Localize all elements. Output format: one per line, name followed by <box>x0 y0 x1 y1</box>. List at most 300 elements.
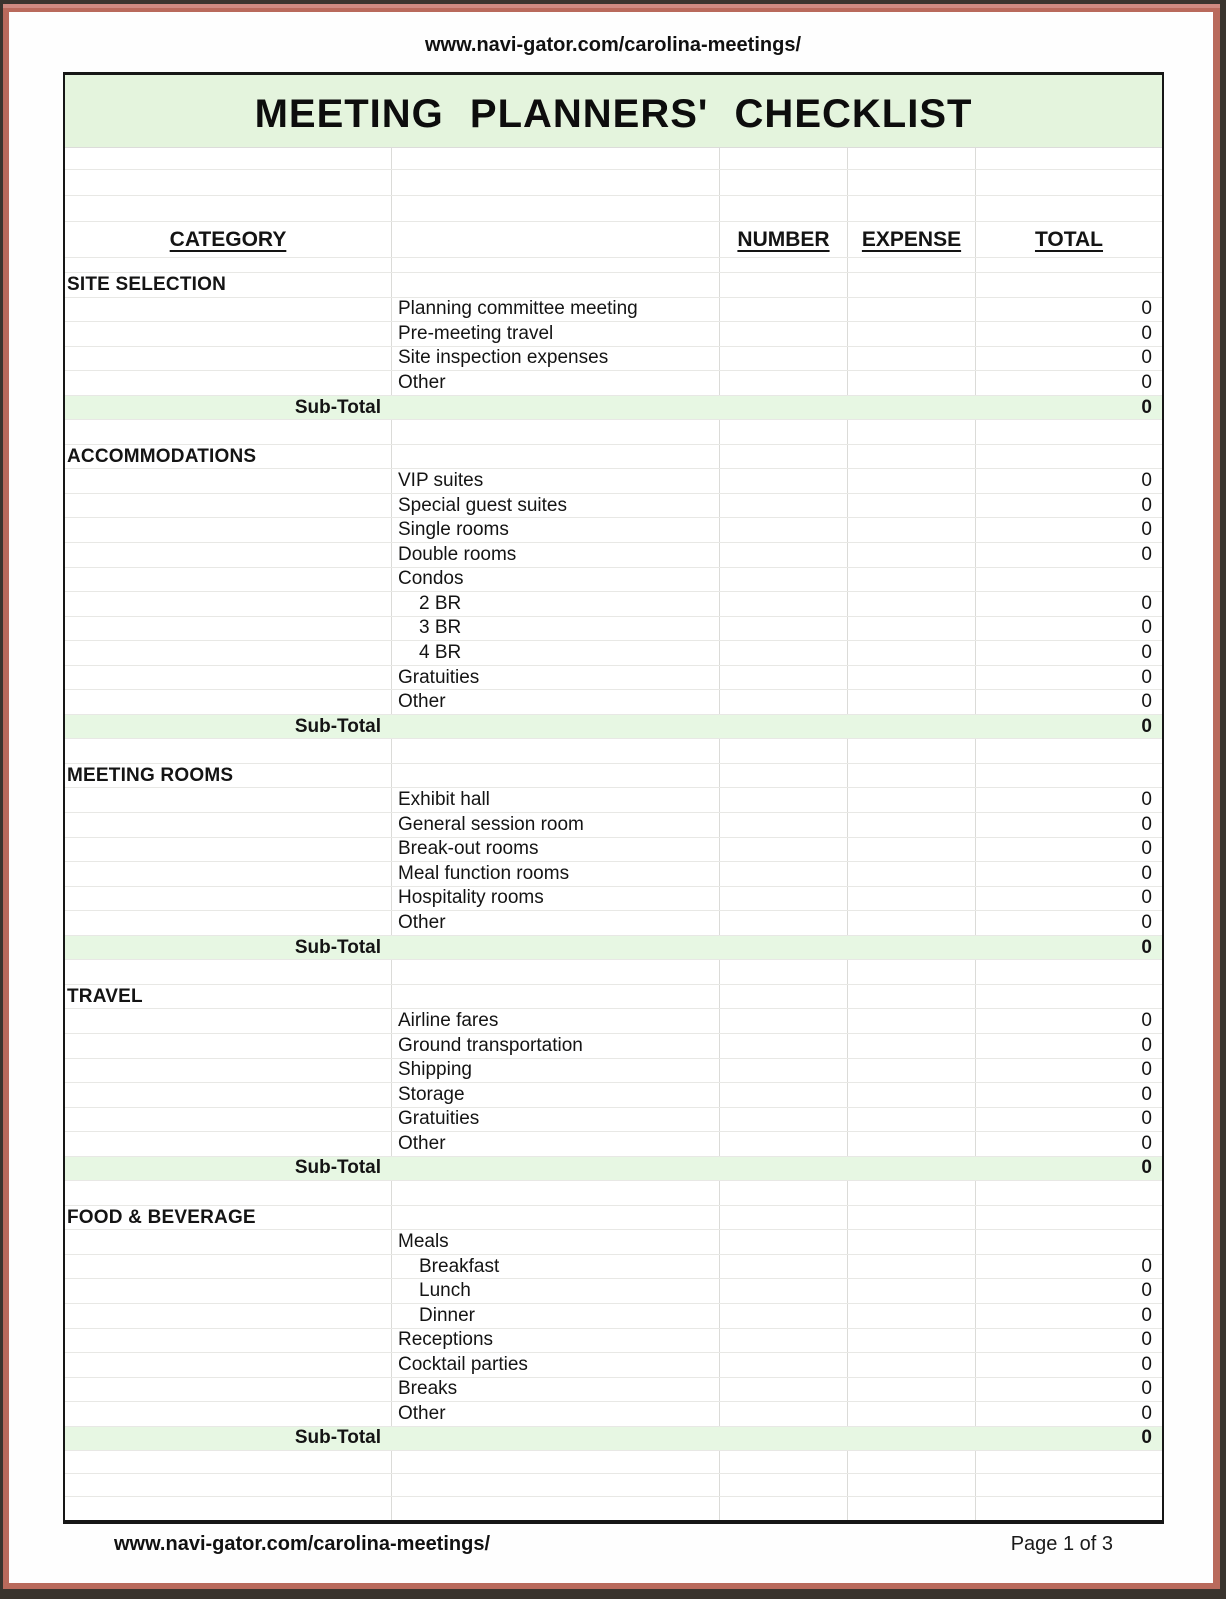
item-row <box>65 887 1162 912</box>
table-cell <box>720 887 848 911</box>
table-cell <box>65 666 392 690</box>
table-cell <box>720 1353 848 1377</box>
item-row <box>65 911 1162 936</box>
table-cell <box>392 396 720 420</box>
table-cell <box>848 1497 976 1520</box>
table-cell <box>720 420 848 444</box>
table-cell <box>65 739 392 763</box>
table-cell <box>976 1497 1162 1520</box>
table-cell <box>848 494 976 518</box>
column-header-number: NUMBER <box>720 222 848 257</box>
table-cell <box>848 1108 976 1132</box>
table-cell <box>392 445 720 469</box>
table-cell <box>848 298 976 322</box>
table-cell <box>720 196 848 221</box>
table-cell <box>65 1059 392 1083</box>
item-label: Gratuities <box>392 666 720 690</box>
item-total-value: 0 <box>1141 641 1152 663</box>
item-label: Break-out rooms <box>392 838 720 862</box>
column-header-row <box>65 222 1162 258</box>
subtotal-row <box>65 1157 1162 1182</box>
table-cell <box>720 690 848 714</box>
item-label: Lunch <box>392 1279 720 1303</box>
spacer-row <box>65 196 1162 222</box>
table-cell <box>848 788 976 812</box>
item-total-value: 0 <box>1141 322 1152 344</box>
item-label: Other <box>392 911 720 935</box>
table-cell <box>848 1181 976 1205</box>
item-label: Breakfast <box>392 1255 720 1279</box>
item-total-value: 0 <box>1141 1059 1152 1081</box>
table-cell <box>720 1034 848 1058</box>
column-header-expense: EXPENSE <box>848 222 976 257</box>
item-label: Double rooms <box>392 543 720 567</box>
item-label: Breaks <box>392 1378 720 1402</box>
table-cell <box>720 641 848 665</box>
item-row <box>65 494 1162 519</box>
table-cell <box>720 445 848 469</box>
item-total-value: 0 <box>1141 371 1152 393</box>
table-cell <box>976 1206 1162 1230</box>
table-cell <box>848 764 976 788</box>
table-cell <box>720 1206 848 1230</box>
table-cell <box>848 641 976 665</box>
spacer-row <box>65 148 1162 170</box>
section-label: SITE SELECTION <box>65 273 392 297</box>
item-label: Meals <box>392 1230 720 1254</box>
item-row <box>65 298 1162 323</box>
item-label: VIP suites <box>392 469 720 493</box>
table-cell <box>720 862 848 886</box>
subtotal-label: Sub-Total <box>294 1427 381 1449</box>
section-header-row <box>65 445 1162 470</box>
table-cell <box>720 1230 848 1254</box>
item-row <box>65 322 1162 347</box>
table-cell <box>720 148 848 169</box>
subtotal-value: 0 <box>1141 1427 1152 1449</box>
item-total-value: 0 <box>1141 347 1152 369</box>
table-cell <box>848 322 976 346</box>
table-cell <box>392 1497 720 1520</box>
table-cell <box>720 1451 848 1473</box>
table-cell <box>848 985 976 1009</box>
page-frame-highlight <box>3 4 1220 8</box>
item-row <box>65 543 1162 568</box>
item-total-value: 0 <box>1141 691 1152 713</box>
table-cell <box>65 690 392 714</box>
item-total-value: 0 <box>1141 543 1152 565</box>
table-cell <box>65 148 392 169</box>
item-total-value: 0 <box>1141 298 1152 320</box>
table-cell <box>848 1255 976 1279</box>
table-cell <box>720 273 848 297</box>
table-cell <box>720 469 848 493</box>
table-cell <box>848 170 976 195</box>
table-cell <box>720 960 848 984</box>
item-label: Storage <box>392 1083 720 1107</box>
table-cell <box>65 1255 392 1279</box>
table-cell <box>720 985 848 1009</box>
table-cell <box>848 960 976 984</box>
item-row <box>65 518 1162 543</box>
item-label: Other <box>392 1132 720 1156</box>
spacer-row <box>65 1181 1162 1206</box>
table-cell <box>720 666 848 690</box>
item-total-value: 0 <box>1141 1378 1152 1400</box>
table-cell <box>65 617 392 641</box>
item-label: Other <box>392 1402 720 1426</box>
item-label: Hospitality rooms <box>392 887 720 911</box>
table-cell <box>65 641 392 665</box>
table-cell <box>848 1157 976 1181</box>
table-cell <box>848 1230 976 1254</box>
table-cell <box>848 690 976 714</box>
spacer-row <box>65 739 1162 764</box>
table-cell <box>976 273 1162 297</box>
table-cell <box>720 1157 848 1181</box>
subtotal-row <box>65 1427 1162 1452</box>
item-total-value: 0 <box>1141 592 1152 614</box>
table-cell <box>848 813 976 837</box>
item-label: Meal function rooms <box>392 862 720 886</box>
item-label: 3 BR <box>392 617 720 641</box>
table-cell <box>392 1157 720 1181</box>
table-cell <box>976 148 1162 169</box>
table-cell <box>848 1474 976 1496</box>
item-row <box>65 1034 1162 1059</box>
table-cell <box>848 396 976 420</box>
table-cell <box>848 371 976 395</box>
subtotal-value: 0 <box>1141 396 1152 418</box>
table-cell <box>976 985 1162 1009</box>
item-row <box>65 1353 1162 1378</box>
item-label: Ground transportation <box>392 1034 720 1058</box>
subtotal-row <box>65 715 1162 740</box>
table-cell <box>848 258 976 272</box>
table-cell <box>720 1427 848 1451</box>
table-cell <box>976 960 1162 984</box>
table-cell <box>720 568 848 592</box>
table-cell <box>720 1255 848 1279</box>
table-cell <box>976 445 1162 469</box>
item-label: Exhibit hall <box>392 788 720 812</box>
item-total-value: 0 <box>1141 911 1152 933</box>
table-cell <box>848 1009 976 1033</box>
table-cell <box>848 1427 976 1451</box>
table-cell <box>65 1108 392 1132</box>
section-label: TRAVEL <box>65 985 392 1009</box>
table-cell <box>392 1206 720 1230</box>
table-cell <box>720 936 848 960</box>
table-cell <box>720 617 848 641</box>
table-cell <box>976 170 1162 195</box>
table-cell <box>720 1402 848 1426</box>
item-row <box>65 469 1162 494</box>
subtotal-row <box>65 396 1162 421</box>
table-cell <box>976 258 1162 272</box>
item-row <box>65 641 1162 666</box>
table-cell <box>392 960 720 984</box>
table-cell <box>848 445 976 469</box>
checklist-table <box>63 72 1164 1524</box>
item-row <box>65 568 1162 593</box>
item-label: Receptions <box>392 1329 720 1353</box>
table-cell <box>848 543 976 567</box>
table-cell <box>848 666 976 690</box>
item-row <box>65 347 1162 372</box>
table-cell <box>848 1206 976 1230</box>
table-cell <box>392 196 720 221</box>
item-label: Pre-meeting travel <box>392 322 720 346</box>
item-row <box>65 1255 1162 1280</box>
item-total-value: 0 <box>1141 519 1152 541</box>
item-row <box>65 371 1162 396</box>
table-cell <box>976 1181 1162 1205</box>
table-cell <box>720 322 848 346</box>
table-cell <box>848 1059 976 1083</box>
table-cell <box>720 1181 848 1205</box>
table-cell <box>848 469 976 493</box>
item-total-value: 0 <box>1141 838 1152 860</box>
item-total-value: 0 <box>1141 1132 1152 1154</box>
item-total-value: 0 <box>1141 1402 1152 1424</box>
item-row <box>65 1402 1162 1427</box>
table-cell <box>720 838 848 862</box>
table-cell <box>65 862 392 886</box>
table-cell <box>848 1329 976 1353</box>
item-label: Airline fares <box>392 1009 720 1033</box>
footer-url: www.navi-gator.com/carolina-meetings/ <box>114 1533 491 1555</box>
table-cell <box>720 170 848 195</box>
item-row <box>65 1132 1162 1157</box>
table-cell <box>720 1059 848 1083</box>
item-total-value: 0 <box>1141 617 1152 639</box>
table-cell <box>65 1304 392 1328</box>
table-cell <box>65 1451 392 1473</box>
table-cell <box>65 1132 392 1156</box>
table-cell <box>720 592 848 616</box>
table-cell <box>65 420 392 444</box>
item-label: Condos <box>392 568 720 592</box>
table-cell <box>65 1034 392 1058</box>
subtotal-row <box>65 936 1162 961</box>
table-cell <box>848 838 976 862</box>
table-cell <box>976 764 1162 788</box>
table-cell <box>65 494 392 518</box>
table-cell <box>976 739 1162 763</box>
item-row <box>65 1329 1162 1354</box>
table-cell <box>65 1402 392 1426</box>
table-cell <box>720 1497 848 1520</box>
table-cell <box>720 788 848 812</box>
table-cell <box>848 518 976 542</box>
item-row <box>65 690 1162 715</box>
table-cell <box>720 518 848 542</box>
item-row <box>65 1083 1162 1108</box>
table-cell <box>392 764 720 788</box>
subtotal-value: 0 <box>1141 936 1152 958</box>
item-row <box>65 813 1162 838</box>
subtotal-value: 0 <box>1141 715 1152 737</box>
table-cell <box>65 543 392 567</box>
subtotal-label: Sub-Total <box>294 396 381 418</box>
table-cell <box>848 715 976 739</box>
table-cell <box>848 1402 976 1426</box>
item-total-value: 0 <box>1141 1083 1152 1105</box>
table-cell <box>392 420 720 444</box>
table-cell <box>976 1451 1162 1473</box>
item-total-value: 0 <box>1141 1329 1152 1351</box>
table-cell <box>976 196 1162 221</box>
item-row <box>65 617 1162 642</box>
table-cell <box>848 568 976 592</box>
table-cell <box>65 1230 392 1254</box>
table-cell <box>848 739 976 763</box>
table-cell <box>720 347 848 371</box>
table-cell <box>392 1181 720 1205</box>
table-cell <box>65 592 392 616</box>
table-cell <box>392 148 720 169</box>
section-header-row <box>65 985 1162 1010</box>
subtotal-label: Sub-Total <box>294 936 381 958</box>
table-cell <box>720 298 848 322</box>
section-label: FOOD & BEVERAGE <box>65 1206 392 1230</box>
table-cell <box>392 739 720 763</box>
table-cell <box>848 887 976 911</box>
table-cell <box>848 1034 976 1058</box>
item-total-value: 0 <box>1141 1034 1152 1056</box>
spacer-row <box>65 960 1162 985</box>
table-cell <box>65 960 392 984</box>
table-cell <box>720 258 848 272</box>
section-header-row <box>65 273 1162 298</box>
table-cell <box>848 936 976 960</box>
table-cell <box>392 985 720 1009</box>
table-cell <box>65 838 392 862</box>
table-cell <box>392 1474 720 1496</box>
table-cell <box>65 347 392 371</box>
section-label: ACCOMMODATIONS <box>65 445 392 469</box>
table-cell <box>65 170 392 195</box>
item-total-value: 0 <box>1141 789 1152 811</box>
item-label: 2 BR <box>392 592 720 616</box>
table-cell <box>848 1279 976 1303</box>
item-label: Site inspection expenses <box>392 347 720 371</box>
table-cell <box>720 1378 848 1402</box>
spacer-row <box>65 420 1162 445</box>
item-row <box>65 862 1162 887</box>
table-cell <box>720 543 848 567</box>
item-row <box>65 592 1162 617</box>
table-cell <box>720 1329 848 1353</box>
table-cell <box>65 518 392 542</box>
item-label: Gratuities <box>392 1108 720 1132</box>
table-cell <box>65 1181 392 1205</box>
page-title: MEETING PLANNERS' CHECKLIST <box>254 91 973 136</box>
table-cell <box>848 592 976 616</box>
table-cell <box>848 862 976 886</box>
table-cell <box>720 1009 848 1033</box>
item-row <box>65 1108 1162 1133</box>
table-cell <box>65 568 392 592</box>
table-cell <box>720 1108 848 1132</box>
table-cell <box>720 371 848 395</box>
item-total-value: 0 <box>1141 1108 1152 1130</box>
page-indicator: Page 1 of 3 <box>1010 1533 1113 1555</box>
table-cell <box>392 258 720 272</box>
table-cell <box>720 764 848 788</box>
item-row <box>65 1279 1162 1304</box>
section-label: MEETING ROOMS <box>65 764 392 788</box>
table-cell <box>65 813 392 837</box>
item-total-value: 0 <box>1141 494 1152 516</box>
item-label: Other <box>392 690 720 714</box>
spacer-row <box>65 1451 1162 1474</box>
table-cell <box>65 1083 392 1107</box>
table-cell <box>976 1474 1162 1496</box>
table-cell <box>65 1474 392 1496</box>
item-label: Shipping <box>392 1059 720 1083</box>
table-cell <box>65 911 392 935</box>
item-row <box>65 1059 1162 1084</box>
table-cell <box>848 1451 976 1473</box>
table-cell <box>720 494 848 518</box>
table-cell <box>720 1132 848 1156</box>
spacer-row <box>65 170 1162 196</box>
item-row <box>65 1009 1162 1034</box>
spacer-row <box>65 258 1162 273</box>
item-row <box>65 788 1162 813</box>
item-label: Planning committee meeting <box>392 298 720 322</box>
table-cell <box>720 911 848 935</box>
item-total-value: 0 <box>1141 470 1152 492</box>
table-cell <box>848 273 976 297</box>
table-cell <box>65 298 392 322</box>
table-cell <box>848 1083 976 1107</box>
subtotal-value: 0 <box>1141 1157 1152 1179</box>
table-cell <box>720 1083 848 1107</box>
item-label: Cocktail parties <box>392 1353 720 1377</box>
table-cell <box>392 1427 720 1451</box>
table-body <box>65 148 1162 1520</box>
table-cell <box>720 1474 848 1496</box>
column-header-category: CATEGORY <box>65 222 392 257</box>
item-total-value: 0 <box>1141 1280 1152 1302</box>
table-cell <box>848 420 976 444</box>
column-header-total: TOTAL <box>1034 227 1104 251</box>
item-total-value: 0 <box>1141 887 1152 909</box>
subtotal-label: Sub-Total <box>294 1157 381 1179</box>
table-cell <box>65 1378 392 1402</box>
table-cell <box>720 396 848 420</box>
table-cell <box>976 568 1162 592</box>
table-cell <box>392 170 720 195</box>
table-cell <box>976 1230 1162 1254</box>
item-total-value: 0 <box>1141 813 1152 835</box>
table-cell <box>392 715 720 739</box>
table-cell <box>848 1132 976 1156</box>
table-cell <box>65 1329 392 1353</box>
table-cell <box>976 420 1162 444</box>
table-cell <box>392 1451 720 1473</box>
header-url: www.navi-gator.com/carolina-meetings/ <box>424 34 801 56</box>
item-total-value: 0 <box>1141 1304 1152 1326</box>
section-header-row <box>65 764 1162 789</box>
column-header-empty <box>392 222 720 257</box>
table-cell <box>65 258 392 272</box>
item-row <box>65 1230 1162 1255</box>
table-cell <box>65 1353 392 1377</box>
